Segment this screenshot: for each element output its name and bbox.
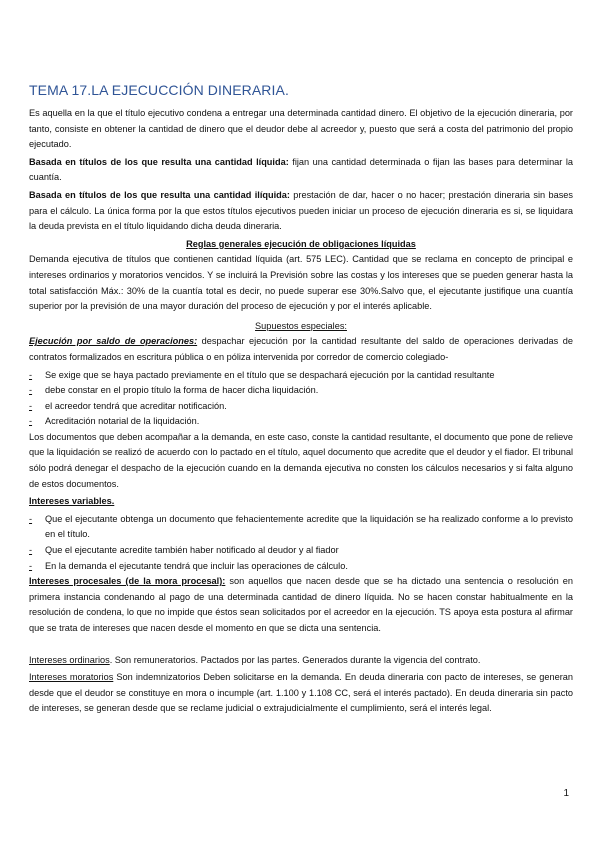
variables-list xyxy=(29,512,573,574)
reglas-heading-wrap xyxy=(29,237,573,253)
reglas-paragraph: Demanda ejecutiva de títulos que contienen cantidad líquida (art. 575 LEC). Cantidad que se reclama en concepto de principal e intereses ordinarios y moratorios vencidos. Y se incluirá la Previsión sobre las costas y los intereses que se pueden generar hasta la total satisfacción Máx.: 30% de la cuantía total es decir, no puede superar ese 30%.Salvo que, el ejecutante justifique una cuantía superior por la previsión de una mayor duración del proceso de ejecución y por el interés aplicable. xyxy=(29,254,573,312)
variables-heading: Intereses variables. xyxy=(29,496,115,507)
list-item: - el acreedor tendrá que acreditar notificación. xyxy=(29,400,227,411)
ordinarios-paragraph xyxy=(29,653,573,669)
procesales-label: Intereses procesales (de la mora procesal): xyxy=(29,576,226,587)
procesales-paragraph xyxy=(29,574,573,636)
list-item: - Que el ejecutante obtenga un documento que fehacientemente acredite que la liquidación se ha realizado conforme a lo previsto en el título. xyxy=(29,513,573,540)
moratorios-paragraph xyxy=(29,670,573,717)
supuestos-heading-wrap xyxy=(29,319,573,335)
supuestos-heading: Supuestos especiales: xyxy=(255,320,347,331)
liquida-paragraph xyxy=(29,155,573,186)
list-item: - debe constar en el propio título la forma de hacer dicha liquidación. xyxy=(29,385,319,396)
liquida-text: fijan una cantidad determinada o fijan las bases para determinar la cuantía. xyxy=(29,156,574,183)
moratorios-text: Son indemnizatorios Deben solicitarse en la demanda. En deuda dineraria con pacto de intereses, se generan desde que el deudor se constituye en mora o incumple (art. 1.100 y 1.108 CC, será el interés pactado). En deuda dineraria sin pacto de intereses, se generan desde que se reclame judicial o extrajudicialmente el cumplimiento, será el interés legal. xyxy=(29,672,573,714)
list-item: - Acreditación notarial de la liquidación. xyxy=(29,416,200,427)
document-page xyxy=(29,82,573,719)
saldo-after-paragraph: Los documentos que deben acompañar a la demanda, en este caso, conste la cantidad resultante, el documento que pone de relieve que la liquidación se realizó de acuerdo con lo pactado en el título, aquel documento que acredite que el deudor y el fiador. El tribunal sólo podrá denegar el despacho de la ejecución cuando en la demanda ejecutiva no consten los cálculos necesarios y si falta alguno de estos documentos. xyxy=(29,431,573,489)
procesales-text: son aquellos que nacen desde que se ha dictado una sentencia o resolución en primera instancia condenando al pago de una determinada cantidad de dinero líquida. No se hacen constar habitualmente en la resolución de condena, lo que no impide que éstos sean solicitados por el acreedor en la ejecución. TS apoya esta postura al afirmar que se trata de intereses que nacen desde el momento en que se dicta una sentencia. xyxy=(29,576,573,633)
ordinarios-label: Intereses ordinarios xyxy=(29,654,110,665)
page-number: 1 xyxy=(563,788,569,799)
ordinarios-text: . Son remuneratorios. Pactados por las partes. Generados durante la vigencia del contrato. xyxy=(109,654,481,665)
page-title: TEMA 17.LA EJECUCCIÓN DINERARIA. xyxy=(29,82,289,98)
spacer xyxy=(29,639,573,653)
saldo-label: Ejecución por saldo de operaciones: xyxy=(29,336,198,347)
variables-heading-wrap xyxy=(29,494,573,510)
list-item: - Que el ejecutante acredite también haber notificado al deudor y al fiador xyxy=(29,545,339,556)
liquida-label: Basada en títulos de los que resulta una cantidad líquida: xyxy=(29,156,289,167)
list-item: - Se exige que se haya pactado previamente en el título que se despachará ejecución por la cantidad resultante xyxy=(29,369,495,380)
moratorios-label: Intereses moratorios xyxy=(29,672,114,683)
iliquida-label: Basada en títulos de los que resulta una cantidad ilíquida: xyxy=(29,189,290,200)
iliquida-paragraph xyxy=(29,188,573,235)
list-item: - En la demanda el ejecutante tendrá que incluir las operaciones de cálculo. xyxy=(29,560,348,571)
iliquida-text: prestación de dar, hacer o no hacer; prestación dineraria sin bases para el cálculo. La única forma por la que estos títulos ejecutivos pueden iniciar un proceso de ejecución dineraria es si, se liquidara la deuda prevista en el título liquidando dicha deuda dineraria. xyxy=(29,189,573,232)
reglas-heading: Reglas generales ejecución de obligaciones líquidas xyxy=(186,238,416,249)
intro-paragraph: Es aquella en la que el título ejecutivo condena a entregar una determinada cantidad dinero. El objetivo de la ejecución dineraria, por tanto, consiste en obtener la cantidad de dinero que el deudor debe al acreedor y, puesto que será a costa del patrimonio del propio ejecutado. xyxy=(29,108,573,150)
saldo-paragraph xyxy=(29,334,573,365)
saldo-list xyxy=(29,368,573,430)
saldo-text: despachar ejecución por la cantidad resultante del saldo de operaciones derivadas de contratos formalizados en escritura pública o en póliza intervenida por corredor de comercio colegiado- xyxy=(29,336,573,362)
